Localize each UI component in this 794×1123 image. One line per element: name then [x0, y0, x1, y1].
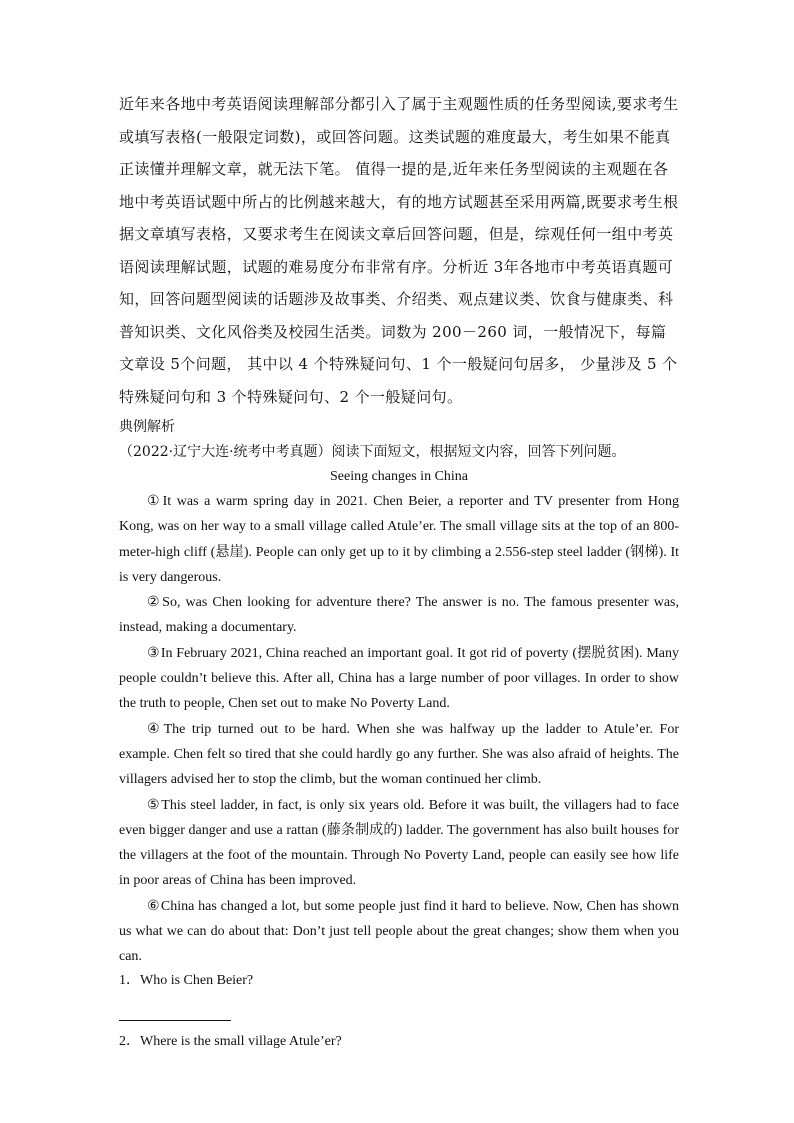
question-number: 2．: [119, 1033, 140, 1049]
question-number: 1．: [119, 972, 140, 988]
intro-paragraph: 近年来各地中考英语阅读理解部分都引入了属于主观题性质的任务型阅读,要求考生或填写表格(一般限定词数)，或回答问题。这类试题的难度最大，考生如果不能真正读懂并理解文章，就无法下笔。 值得一提的是,近年来任务型阅读的主观题在各地中考英语试题中所占的比例越来越大，有的地方试题甚至采用两篇,既要求考生根据文章填写表格，又要求考生在阅读文章后回答问题，但是，综观任何一组中考英语阅读理解试题，试题的难易度分布非常有序。分析近 3年各地市中考英语真题可知，回答问题型阅读的话题涉及故事类、介绍类、观点建议类、饮食与健康类、科普知识类、文化风俗类及校园生活类。词数为 200－260 词，一般情况下，每篇文章设 5个问题， 其中以 4 个特殊疑问句、1 个一般疑问句居多， 少量涉及 5 个特殊疑问句和 3 个特殊疑问句、2 个一般疑问句。: [119, 95, 679, 406]
passage-title: Seeing changes in China: [329, 469, 469, 484]
question-list: [119, 970, 679, 1053]
paragraph-text: China has changed a lot, but some people just find it hard to believe. Now, Chen has shown us what we can do about that: Don’t just tell people about the great changes; show them when you can.: [119, 898, 679, 965]
paragraph-text: It was a warm spring day in 2021. Chen Beier, a reporter and TV presenter from Hong Kong, was on her way to a small village called Atule’er. The small village sits at the top of an 800-meter-high cliff (悬崖). People can only get up to it by climbing a 2.556-step steel ladder (钢梯). It is very dangerous.: [119, 494, 679, 585]
section-heading: 典例解析: [119, 419, 175, 435]
passage-paragraph: [119, 590, 679, 641]
question-text: Where is the small village Atule’er?: [140, 1033, 342, 1049]
paragraph-number: ①: [147, 494, 162, 509]
paragraph-number: ③: [147, 645, 160, 661]
passage-paragraph: [119, 793, 679, 894]
passage-body: [119, 489, 679, 970]
passage-paragraph: [119, 894, 679, 970]
paragraph-number: ⑥: [147, 898, 160, 914]
paragraph-text: This steel ladder, in fact, is only six years old. Before it was built, the villagers had to face even bigger danger and use a rattan (藤条制成的) ladder. The government has also built houses for the villagers at the foot of the mountain. Through No Poverty Land, people can easily see how life in poor areas of China has been improved.: [119, 797, 679, 889]
question-item: [119, 1031, 679, 1053]
passage-paragraph: [119, 489, 679, 590]
document-page: [119, 88, 679, 1053]
question-item: [119, 970, 679, 992]
answer-blank[interactable]: [119, 992, 231, 1021]
question-text: Who is Chen Beier?: [140, 972, 254, 988]
exam-source-instruction: （2022·辽宁大连·统考中考真题）阅读下面短文，根据短文内容，回答下列问题。: [119, 444, 626, 460]
paragraph-text: In February 2021, China reached an important goal. It got rid of poverty (摆脱贫困). Many people couldn’t believe this. After all, China has a large number of poor villages. In order to show the truth to people, Chen set out to make No Poverty Land.: [119, 645, 679, 712]
paragraph-text: So, was Chen looking for adventure there? The answer is no. The famous presenter was, instead, making a documentary.: [119, 595, 679, 636]
paragraph-text: The trip turned out to be hard. When she was halfway up the ladder to Atule’er. For example. Chen felt so tired that she could hardly go any further. She was also afraid of heights. The villagers advised her to stop the climb, but the woman continued her climb.: [119, 721, 679, 788]
paragraph-number: ②: [147, 595, 162, 611]
passage-paragraph: [119, 641, 679, 717]
paragraph-number: ④: [147, 721, 163, 737]
paragraph-number: ⑤: [147, 797, 161, 813]
passage-paragraph: [119, 717, 679, 793]
